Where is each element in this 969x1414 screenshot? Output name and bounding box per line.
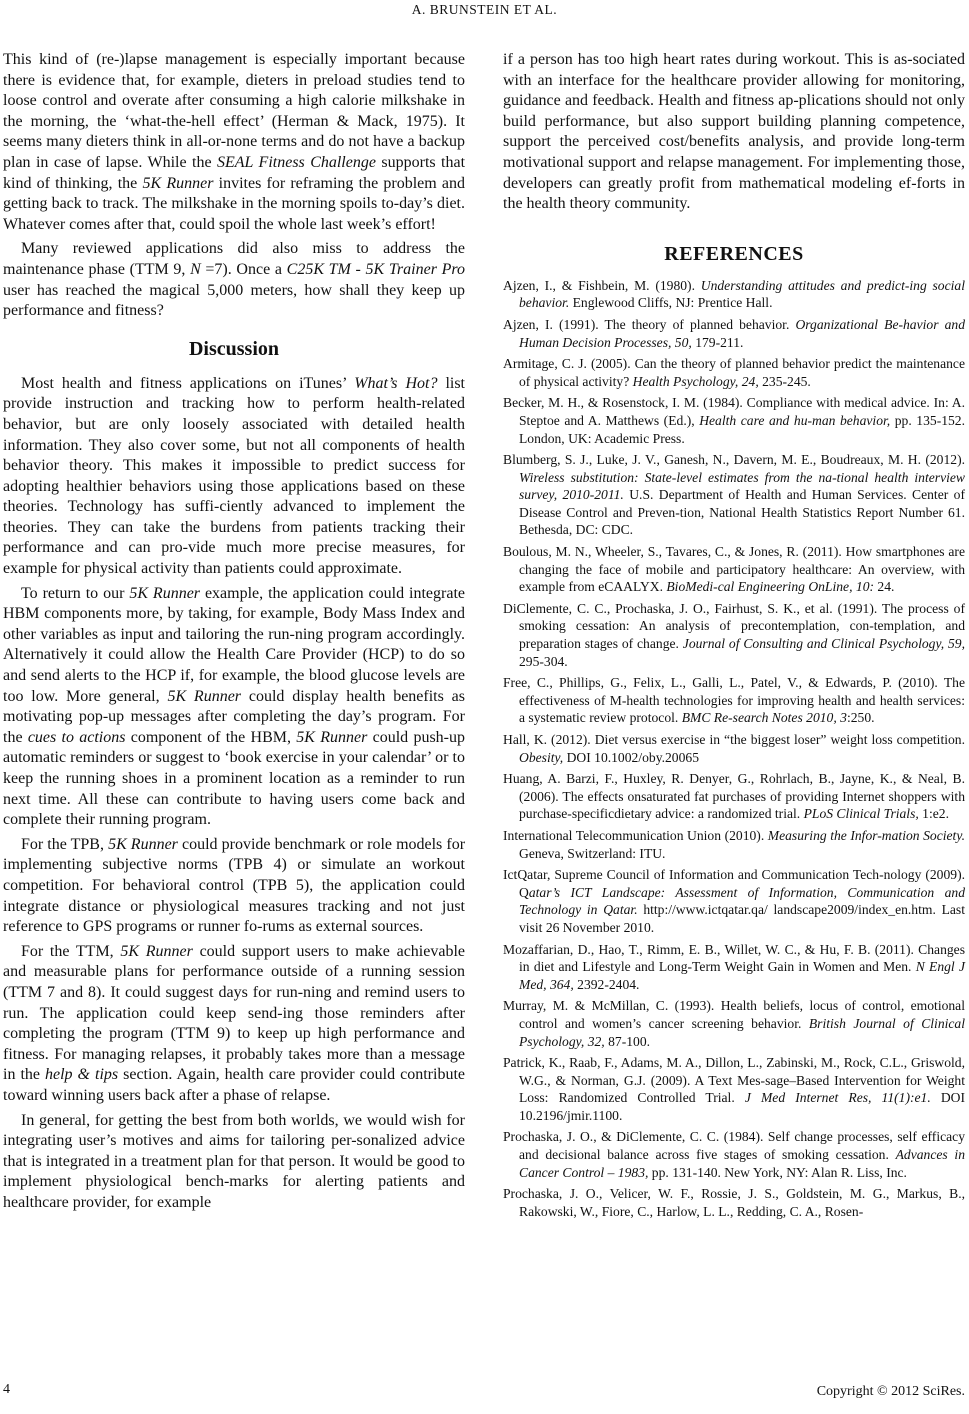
italic-text: 5K Runner <box>108 835 178 853</box>
text-run: Hall, K. (2012). Diet versus exercise in “the biggest loser” weight loss competition. <box>503 732 965 747</box>
italic-text: Wireless substitution: State-level estimates from the na-tional health interview survey, 2010-2011. <box>519 469 965 503</box>
text-run: Becker, M. H., & Rosenstock, I. M. (1984). Compliance with medical advice. In: A. Steptoe and A. Matthews (Ed.), <box>503 395 965 428</box>
text-run: pp. 135-152. London, UK: Academic Press. <box>519 412 966 446</box>
references-heading: REFERENCES <box>664 242 804 265</box>
text-run: DOI 10.2196/jmir.1100. <box>519 1090 966 1123</box>
text-run: Huang, A. Barzi, F., Huxley, R. Denyer, G., Rohrlach, B., Jayne, K., & Neal, B. (2006). The effects onsaturated fat purchases of providing Internet shoppers with purchase-specificdietary advice: a randomized trial. <box>503 771 965 822</box>
text-run: 179-211. <box>691 334 744 350</box>
text-run: Englewood Cliffs, NJ: Prentice Hall. <box>569 295 773 311</box>
reference-entry <box>503 1054 965 1124</box>
reference-entry <box>503 866 965 936</box>
italic-text: atar’s ICT Landscape: Assessment of Information, Communication and Technology in Qatar. <box>519 884 965 918</box>
text-run: could support users to make achievable and measurable plans for performance outside of a running session (TTM 7 and 8). It could suggest days for run-ning and remind users to run. The application could keep send-ing those reminders after completing the program (TTM 9) to keep up high performance and fitness. For managing relapses, it probably takes more than a message in the <box>3 942 465 1084</box>
text-run: 87-100. <box>604 1033 651 1049</box>
italic-text: Advances in Cancer Control – 1983, <box>519 1147 965 1180</box>
text-run: 2392-2404. <box>573 976 640 992</box>
italic-text: PLoS Clinical Trials, <box>803 806 919 822</box>
italic-text: Health care and hu-man behavior, <box>699 412 891 428</box>
italic-text: C25K TM - 5K Trainer Pro <box>286 260 465 278</box>
italic-text: Understanding attitudes and predict-ing social behavior. <box>519 277 965 311</box>
reference-entry <box>503 731 965 766</box>
text-run: could display health benefits as motivating pop-up messages after completing the day’s program. For the <box>3 687 466 746</box>
italic-text: SEAL Fitness Challenge <box>216 153 376 171</box>
text-run: list provide instruction and tracking how to perform health-related behavior, but are only loosely associated with detailed health information. They also cover some, but not all components of health behavior theory. This makes it impossible to predict success for adopting healthier behaviors using those applications based on these theories. Technology has suffi-ciently advanced to implement the theories. They can take the burdens from patients tracking their performance and can pro-vide much more precise measures, for example for physical activity than patients could approximate. <box>3 374 465 578</box>
body-paragraph <box>3 835 465 938</box>
text-run: For the TPB, <box>21 835 109 853</box>
body-paragraph <box>3 374 465 580</box>
italic-text: Obesity, <box>519 749 564 765</box>
text-run: Prochaska, J. O., Velicer, W. F., Rossie, J. S., Goldstein, M. G., Markus, B., Rakowski, W., Fiore, C., Harlow, L. L., Redding, C. A., Rosen- <box>503 1186 965 1219</box>
italic-text: J Med Internet Res, 11(1):e1. <box>744 1090 931 1106</box>
text-run: Boulous, M. N., Wheeler, S., Tavares, C., & Jones, R. (2011). How smartphones are changing the face of mobile and participatory healthcare: An overview, with example from eCAALYX. <box>503 544 965 595</box>
text-run: International Telecommunication Union (2010). <box>503 827 768 843</box>
reference-entry <box>503 674 965 727</box>
italic-text: Health Psychology, 24, <box>632 373 759 389</box>
body-paragraph <box>503 50 965 215</box>
reference-entry <box>503 600 965 670</box>
reference-entry <box>503 1128 965 1181</box>
text-run: pp. 131-140. New York, NY: Alan R. Liss, Inc. <box>648 1164 907 1180</box>
text-run: 235-245. <box>758 373 811 389</box>
text-run: could provide benchmark or role models for implementing subjective norms (TPB 4) or simulate an workout competition. For behavioral control (TPB 5), the application could integrate distance or physiological measures tracking and not just reference to GPS programs or runner fo-rums as external sources. <box>3 835 466 936</box>
reference-entry <box>503 770 965 823</box>
page-number: 4 <box>3 1382 10 1397</box>
reference-entry <box>503 941 965 994</box>
text-run: invites for reframing the problem and getting back to track. The milkshake in the morning spoils to-day’s diet. Whatever comes after that, could spoil the whole last week’s effort! <box>3 174 465 233</box>
text-run: This kind of (re-)lapse management is especially important because there is evidence that, for example, dieters in preload studies tend to loose control and overate after consuming a high calorie milkshake in the morning, the ‘what-the-hell effect’ (Herman & Mack, 1975). It seems many dieters think in all-or-none terms and do not have a backup plan in case of lapse. While the <box>3 51 465 171</box>
italic-text: 5K Runner <box>296 728 368 746</box>
body-paragraph <box>3 584 465 831</box>
copyright-notice: Copyright © 2012 SciRes. <box>816 1384 965 1399</box>
body-paragraph <box>3 239 465 321</box>
italic-text: Journal of Consulting and Clinical Psychology, 59, <box>682 636 965 652</box>
left-column <box>3 50 465 1213</box>
text-run: For the TTM, <box>21 942 121 960</box>
italic-text: help & tips <box>45 1066 119 1084</box>
text-run: 24. <box>874 579 895 595</box>
reference-entry <box>503 394 965 447</box>
text-run: Murray, M. & McMillan, C. (1993). Health beliefs, locus of control, emotional control and women’s cancer screening behavior. <box>503 998 965 1031</box>
text-run: Many reviewed applications did also miss to address the maintenance phase (TTM 9, <box>3 240 465 278</box>
text-run: IctQatar, Supreme Council of Information and Communication Tech-nology (2009). Q <box>503 867 965 900</box>
italic-text: BioMedi-cal Engineering OnLine, 10: <box>666 579 875 595</box>
text-run: supports that kind of thinking, the <box>3 153 466 192</box>
reference-entry <box>503 316 965 351</box>
text-run: could push-up automatic reminders or suggest to ‘book exercise in your calendar’ or to keep the running shoes in a prominent location as a reminder to run next time. All these can contribute to having users come back and complete their running program. <box>3 728 466 829</box>
text-run: DiClemente, C. C., Prochaska, J. O., Fairhust, S. K., et al. (1991). The process of smoking cessation: An analysis of precontemplation, con-templation, and preparation stages of change. <box>503 600 965 652</box>
body-paragraph <box>3 50 465 235</box>
text-run: Most health and fitness applications on iTunes’ <box>21 374 355 392</box>
text-run: user has reached the magical 5,000 meters, how shall they keep up performance and fitness? <box>3 281 465 320</box>
text-run: Ajzen, I. (1991). The theory of planned behavior. <box>503 316 796 332</box>
reference-entry <box>503 1185 965 1220</box>
italic-text: cues to actions <box>27 728 126 746</box>
italic-text: N Engl J Med, 364, <box>519 959 965 992</box>
text-run: Mozaffarian, D., Hao, T., Rimm, E. B., Willet, W. C., & Hu, F. B. (2011). Changes in diet and Lifestyle and Long-Term Weight Gain in Women and Men. <box>503 941 965 975</box>
reference-entry <box>503 355 965 390</box>
text-run: Free, C., Phillips, G., Felix, L., Galli, L., Patel, V., & Edwards, P. (2010). The effectiveness of M-health technologies for improving health and health services: a systematic review protocol. <box>503 675 965 726</box>
text-run: Prochaska, J. O., & DiClemente, C. C. (1984). Self change processes, self efficacy and decisional balance across five stages of smoking cessation. <box>503 1129 965 1163</box>
text-run: Patrick, K., Raab, F., Adams, M. A., Dillon, L., Zabinski, M., Rock, C.L., Griswold, W.G., & Norman, G.J. (2009). A Text Mes-sage–Based Intervention for Weight Loss: Randomized Controlled Trial. <box>503 1055 965 1106</box>
italic-text: 5K Runner <box>120 942 193 960</box>
italic-text: 5K Runner <box>167 687 242 705</box>
text-run: 1:e2. <box>918 806 949 822</box>
reference-entry <box>503 543 965 596</box>
italic-text: N <box>190 260 201 278</box>
text-run: Ajzen, I., & Fishbein, M. (1980). <box>503 277 701 293</box>
text-run: :250. <box>846 710 875 726</box>
reference-list <box>503 277 965 1221</box>
body-paragraph <box>3 942 465 1107</box>
text-run: http://www.ictqatar.qa/ landscape2009/index_en.htm. Last visit 26 November 2010. <box>519 902 965 935</box>
text-run: 295-304. <box>519 653 568 669</box>
text-run: To return to our <box>21 584 130 602</box>
text-run: Geneva, Switzerland: ITU. <box>519 845 666 861</box>
text-run: In general, for getting the best from both worlds, we would wish for integrating user’s motives and aims for tailoring per-sonalized advice that is integrated in a treatment plan for that person. It would be good to implement physiological bench-marks for alerting patients and healthcare provider, for example <box>3 1111 465 1211</box>
italic-text: Organizational Be-havior and Human Decision Processes, 50, <box>519 316 965 350</box>
italic-text: British Journal of Clinical Psychology, 32, <box>519 1015 965 1049</box>
reference-entry <box>503 277 965 312</box>
reference-entry <box>503 827 965 862</box>
text-run: U.S. Department of Health and Human Services. Center of Disease Control and Preven-tion, National Health Statistics Report Number 61. Bethesda, DC: CDC. <box>519 487 965 538</box>
italic-text: What’s Hot? <box>354 374 438 392</box>
text-run: Blumberg, S. J., Luke, J. V., Ganesh, N., Davern, M. E., Boudreaux, M. H. (2012). <box>503 452 965 468</box>
text-run: =7). Once a <box>200 260 287 278</box>
right-column <box>503 50 965 1224</box>
italic-text: Measuring the Infor-mation Society. <box>767 827 965 843</box>
italic-text: 5K Runner <box>129 584 201 602</box>
reference-entry <box>503 451 965 539</box>
italic-text: BMC Re-search Notes 2010, 3 <box>681 710 847 726</box>
text-run: section. Again, health care provider could contribute toward winning users back after a phase of relapse. <box>3 1066 465 1104</box>
text-run: DOI 10.1002/oby.20065 <box>563 749 699 765</box>
italic-text: 5K Runner <box>142 174 214 192</box>
discussion-heading: Discussion <box>188 337 280 360</box>
running-head: A. BRUNSTEIN ET AL. <box>411 2 558 17</box>
text-run: component of the HBM, <box>125 728 297 746</box>
text-run: if a person has too high heart rates during workout. This is as-sociated with an interface for the healthcare provider allowing for monitoring, guidance and feedback. Health and fitness ap-plications should not only build performance, but also support building planning competence, support the perceived cost/benefits analysis, and provide long-term motivational support and relapse management. For implementing those, developers can greatly profit from mathematical modeling ef-forts in the health theory community. <box>503 51 965 213</box>
reference-entry <box>503 997 965 1050</box>
text-run: Armitage, C. J. (2005). Can the theory of planned behavior predict the maintenance of physical activity? <box>503 356 965 389</box>
text-run: example, the application could integrate HBM components more, by taking, for example, Body Mass Index and other variables as input and tailoring the run-ning program accordingly. Alternatively it could allow the Health Care Provider (HCP) to do so and send alerts to the HCP if, for example, the blood glucose levels are too low. More general, <box>3 584 465 705</box>
body-paragraph <box>3 1111 465 1214</box>
